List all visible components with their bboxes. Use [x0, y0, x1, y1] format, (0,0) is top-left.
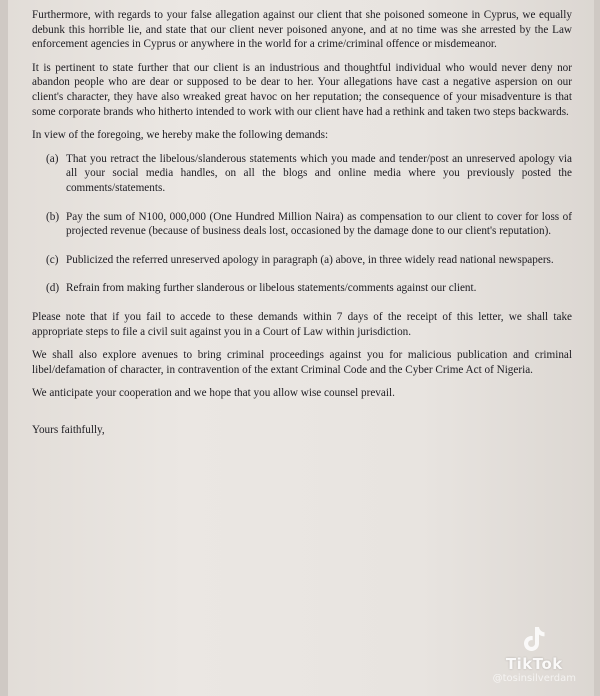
demand-item	[46, 152, 572, 196]
demands-list	[32, 152, 572, 296]
tiktok-brand: TikTok	[505, 655, 563, 673]
tiktok-logo-icon	[521, 625, 547, 653]
demand-item	[46, 253, 572, 268]
demand-marker: (a)	[46, 152, 59, 165]
paragraph-criminal-proceedings: We shall also explore avenues to bring criminal proceedings against you for malicious publication and criminal libel/defamation of character, in contravention of the extant Criminal Code and the Cyber Crime Act of Nigeria.	[32, 349, 572, 376]
paragraph-character: It is pertinent to state further that our client is an industrious and thoughtful individual who would never deny nor abandon people who are dear or supposed to be dear to her. Your allegations have cast a negative aspersion on our client's character, they have also wreaked great havoc on her reputation; the consequence of your misadventure is that some corporate brands who hitherto intended to work with our client have had a rethink and taken two steps backwards.	[32, 61, 572, 118]
demands-intro: In view of the foregoing, we hereby make the following demands:	[32, 129, 329, 142]
demand-text: Refrain from making further slanderous or libelous statements/comments against our client.	[66, 282, 477, 295]
demand-text: Pay the sum of N100, 000,000 (One Hundred Million Naira) as compensation to our client to cover for loss of projected revenue (because of business deals lost, occasioned by the damage done to our client's reputation).	[66, 210, 572, 238]
demand-marker: (d)	[46, 282, 60, 295]
closing-salutation: Yours faithfully,	[32, 423, 105, 436]
demand-marker: (b)	[46, 210, 60, 223]
tiktok-watermark	[493, 625, 576, 684]
paragraph-anticipate: We anticipate your cooperation and we hope that you allow wise counsel prevail.	[32, 387, 395, 400]
demand-marker: (c)	[46, 253, 59, 266]
demand-item	[46, 210, 572, 239]
demand-text: That you retract the libelous/slanderous statements which you made and tender/post an unreserved apology via all your social media handles, on all the blogs and online media where you previously posted the comments/statements.	[66, 152, 572, 194]
tiktok-handle: @tosinsilverdam	[492, 673, 576, 684]
paragraph-poison-allegation: Furthermore, with regards to your false allegation against our client that she poisoned someone in Cyprus, we equally debunk this horrible lie, and state that our client never poisoned anyone, and at no time was she arrested by the Law enforcement agencies in Cyprus or anywhere in the world for a crime/criminal offence or misdemeanor.	[32, 9, 572, 51]
demand-text: Publicized the referred unreserved apology in paragraph (a) above, in three widely read national newspapers.	[66, 253, 554, 266]
letter-page	[8, 0, 594, 696]
paragraph-notice: Please note that if you fail to accede to these demands within 7 days of the receipt of this letter, we shall take appropriate steps to file a civil suit against you in a Court of Law within jurisdiction.	[32, 310, 572, 338]
letter-body	[32, 8, 572, 446]
demand-item	[46, 281, 572, 296]
